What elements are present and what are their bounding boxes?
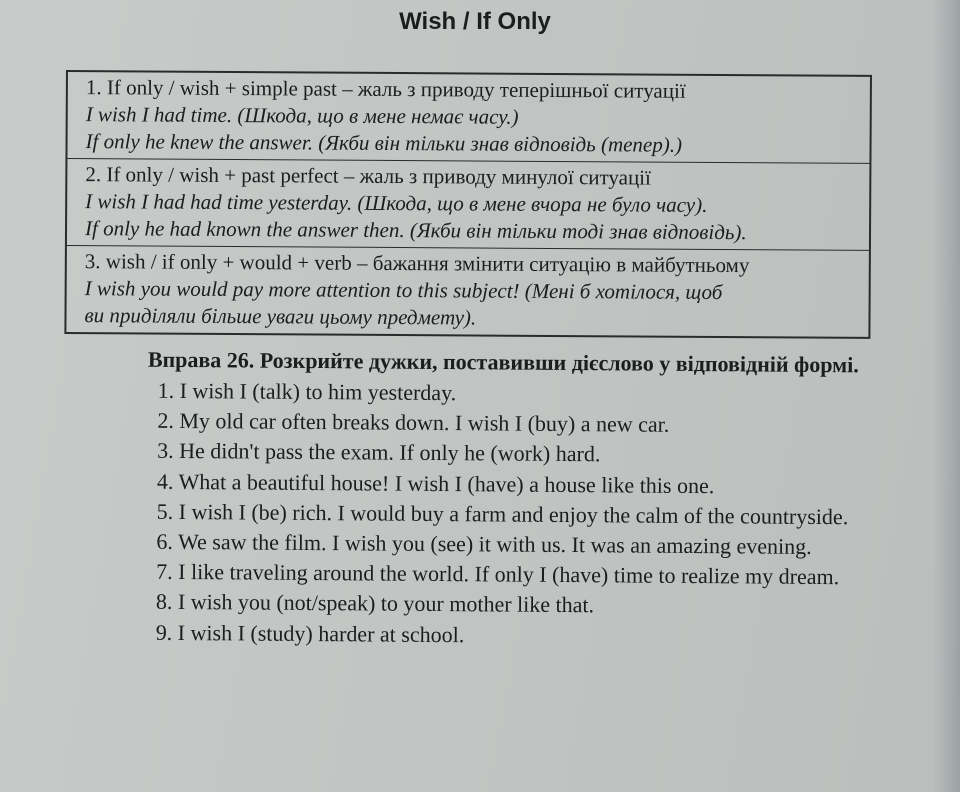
rule-heading: 3. wish / if only + would + verb – бажання змінити ситуацію в майбутньому: [84, 249, 750, 278]
rule-example: I wish I had had time yesterday. (Шкода, що в мене вчора не було часу).: [85, 189, 708, 217]
grammar-rules-table: [64, 70, 872, 339]
rule-example: ви приділяли більше уваги цьому предмету).: [84, 303, 477, 330]
rule-example: I wish you would pay more attention to this subject! (Мені б хотілося, щоб: [84, 276, 723, 305]
exercise-item: 7. I like traveling around the world. If only I (have) time to realize my dream.: [156, 559, 840, 590]
rule-example: If only he had known the answer then. (Якби він тільки тоді знав відповідь).: [84, 216, 747, 245]
exercise-item: 1. I wish I (talk) to him yesterday.: [157, 377, 457, 406]
rule-example: I wish I had time. (Шкода, що в мене немає часу.): [85, 102, 519, 129]
exercise-item: 8. I wish you (not/speak) to your mother like that.: [155, 589, 595, 618]
exercise-heading: Вправа 26. Розкрийте дужки, поставивши дієслово у відповідній формі.: [147, 346, 859, 378]
rule-simple-past: [67, 72, 870, 164]
rule-would-verb: [66, 246, 869, 337]
exercise-item: 5. I wish I (be) rich. I would buy a farm and enjoy the calm of the countryside.: [156, 498, 849, 530]
rule-heading: 2. If only / wish + past perfect – жаль з приводу минулої ситуації: [85, 162, 651, 190]
page-title: Wish / If Only: [399, 8, 551, 35]
exercise-item: 4. What a beautiful house! I wish I (have) a house like this one.: [156, 468, 715, 498]
exercise-item: 2. My old car often breaks down. I wish I (buy) a new car.: [157, 408, 670, 438]
exercise-item: 6. We saw the film. I wish you (see) it with us. It was an amazing evening.: [156, 528, 812, 559]
rule-past-perfect: [67, 159, 870, 251]
exercise-item: 3. He didn't pass the exam. If only he (work) hard.: [157, 438, 601, 467]
exercise-26: [54, 345, 880, 653]
page-shadow: [932, 0, 960, 792]
rule-example: If only he knew the answer. (Якби він тільки знав відповідь (тепер).): [85, 129, 683, 157]
exercise-item: 9. I wish I (study) harder at school.: [155, 619, 465, 647]
rule-heading: 1. If only / wish + simple past – жаль з приводу теперішньої ситуації: [85, 75, 686, 103]
